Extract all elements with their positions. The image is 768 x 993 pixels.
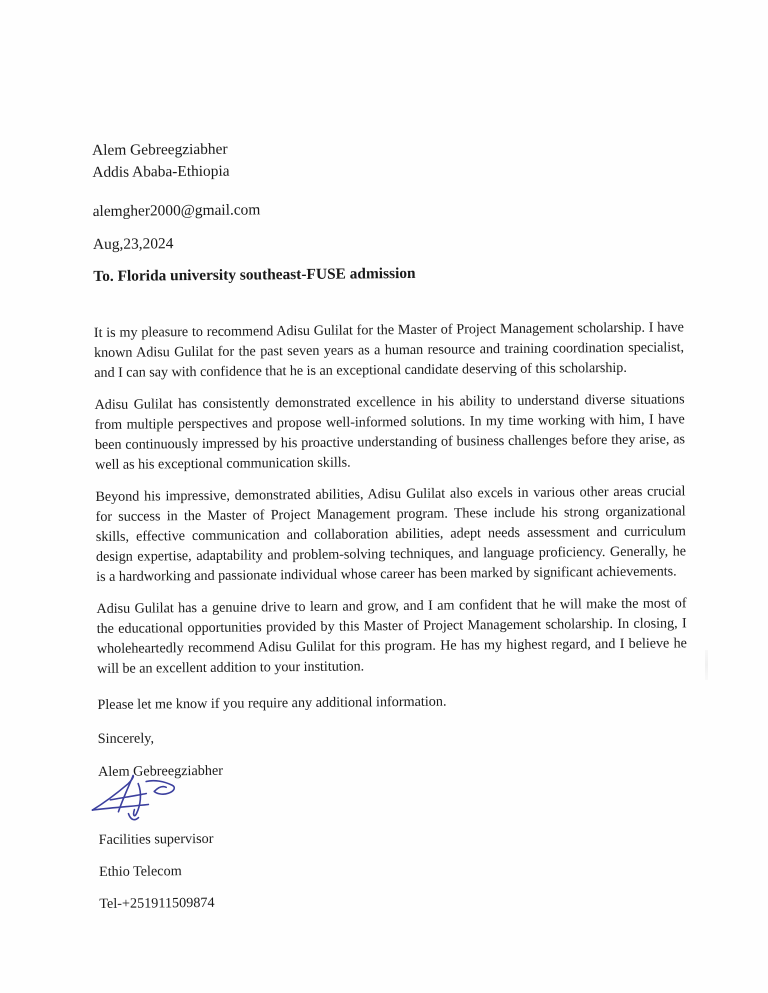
handwritten-signature bbox=[88, 763, 194, 829]
signer-name: Alem Gebreegziabher bbox=[97, 762, 224, 780]
scan-artifact bbox=[705, 650, 708, 680]
recommendation-letter bbox=[92, 134, 689, 914]
recipient-line: To. Florida university southeast-FUSE admission bbox=[93, 264, 416, 285]
body-paragraph: Beyond his impressive, demonstrated abilities, Adisu Gulilat also excels in various other areas crucial for success in the Master of Project Management program. These include his strong organizational skills, effective communication and collaboration abilities, adept needs assessment and curriculum design expertise, adaptability and problem-solving techniques, and language proficiency. Generally, he is a hardworking and passionate individual whose career has been marked by significant achievements. bbox=[95, 483, 687, 585]
signature-stroke bbox=[154, 787, 166, 792]
body-paragraph: It is my pleasure to recommend Adisu Gulilat for the Master of Project Management scholarship. I have known Adisu Gulilat for the past seven years as a human resource and training coordination specialist, and I can say with confidence that he is an exceptional candidate deserving of this scholarship. bbox=[93, 319, 685, 381]
closing-salutation: Sincerely, bbox=[97, 730, 155, 747]
body-paragraph: Adisu Gulilat has a genuine drive to learn and grow, and I am confident that he will make the most of the educational opportunities provided by this Master of Project Management scholarship. In closing, I wholeheartedly recommend Adisu Gulilat for this program. He has my highest regard, and I believe he will be an excellent addition to your institution. bbox=[96, 595, 687, 677]
signer-organization: Ethio Telecom bbox=[98, 863, 182, 880]
signer-phone: Tel-+251911509874 bbox=[99, 894, 215, 912]
sender-location: Addis Ababa-Ethiopia bbox=[92, 162, 230, 181]
sender-email: alemgher2000@gmail.com bbox=[92, 201, 261, 220]
signature-stroke bbox=[92, 776, 134, 810]
signature-stroke bbox=[133, 784, 140, 816]
letter-date: Aug,23,2024 bbox=[92, 235, 174, 253]
signature-area bbox=[98, 776, 688, 830]
sender-name: Alem Gebreegziabher bbox=[92, 140, 228, 159]
body-paragraph: Adisu Gulilat has consistently demonstrated excellence in his ability to understand diverse situations from multiple perspectives and propose well-informed solutions. In my time working with him, I have been continuously impressed by his proactive understanding of business challenges before they arise, as well as his exceptional communication skills. bbox=[94, 391, 685, 473]
closing-request: Please let me know if you require any additional information. bbox=[97, 693, 447, 713]
signer-title: Facilities supervisor bbox=[98, 830, 214, 848]
